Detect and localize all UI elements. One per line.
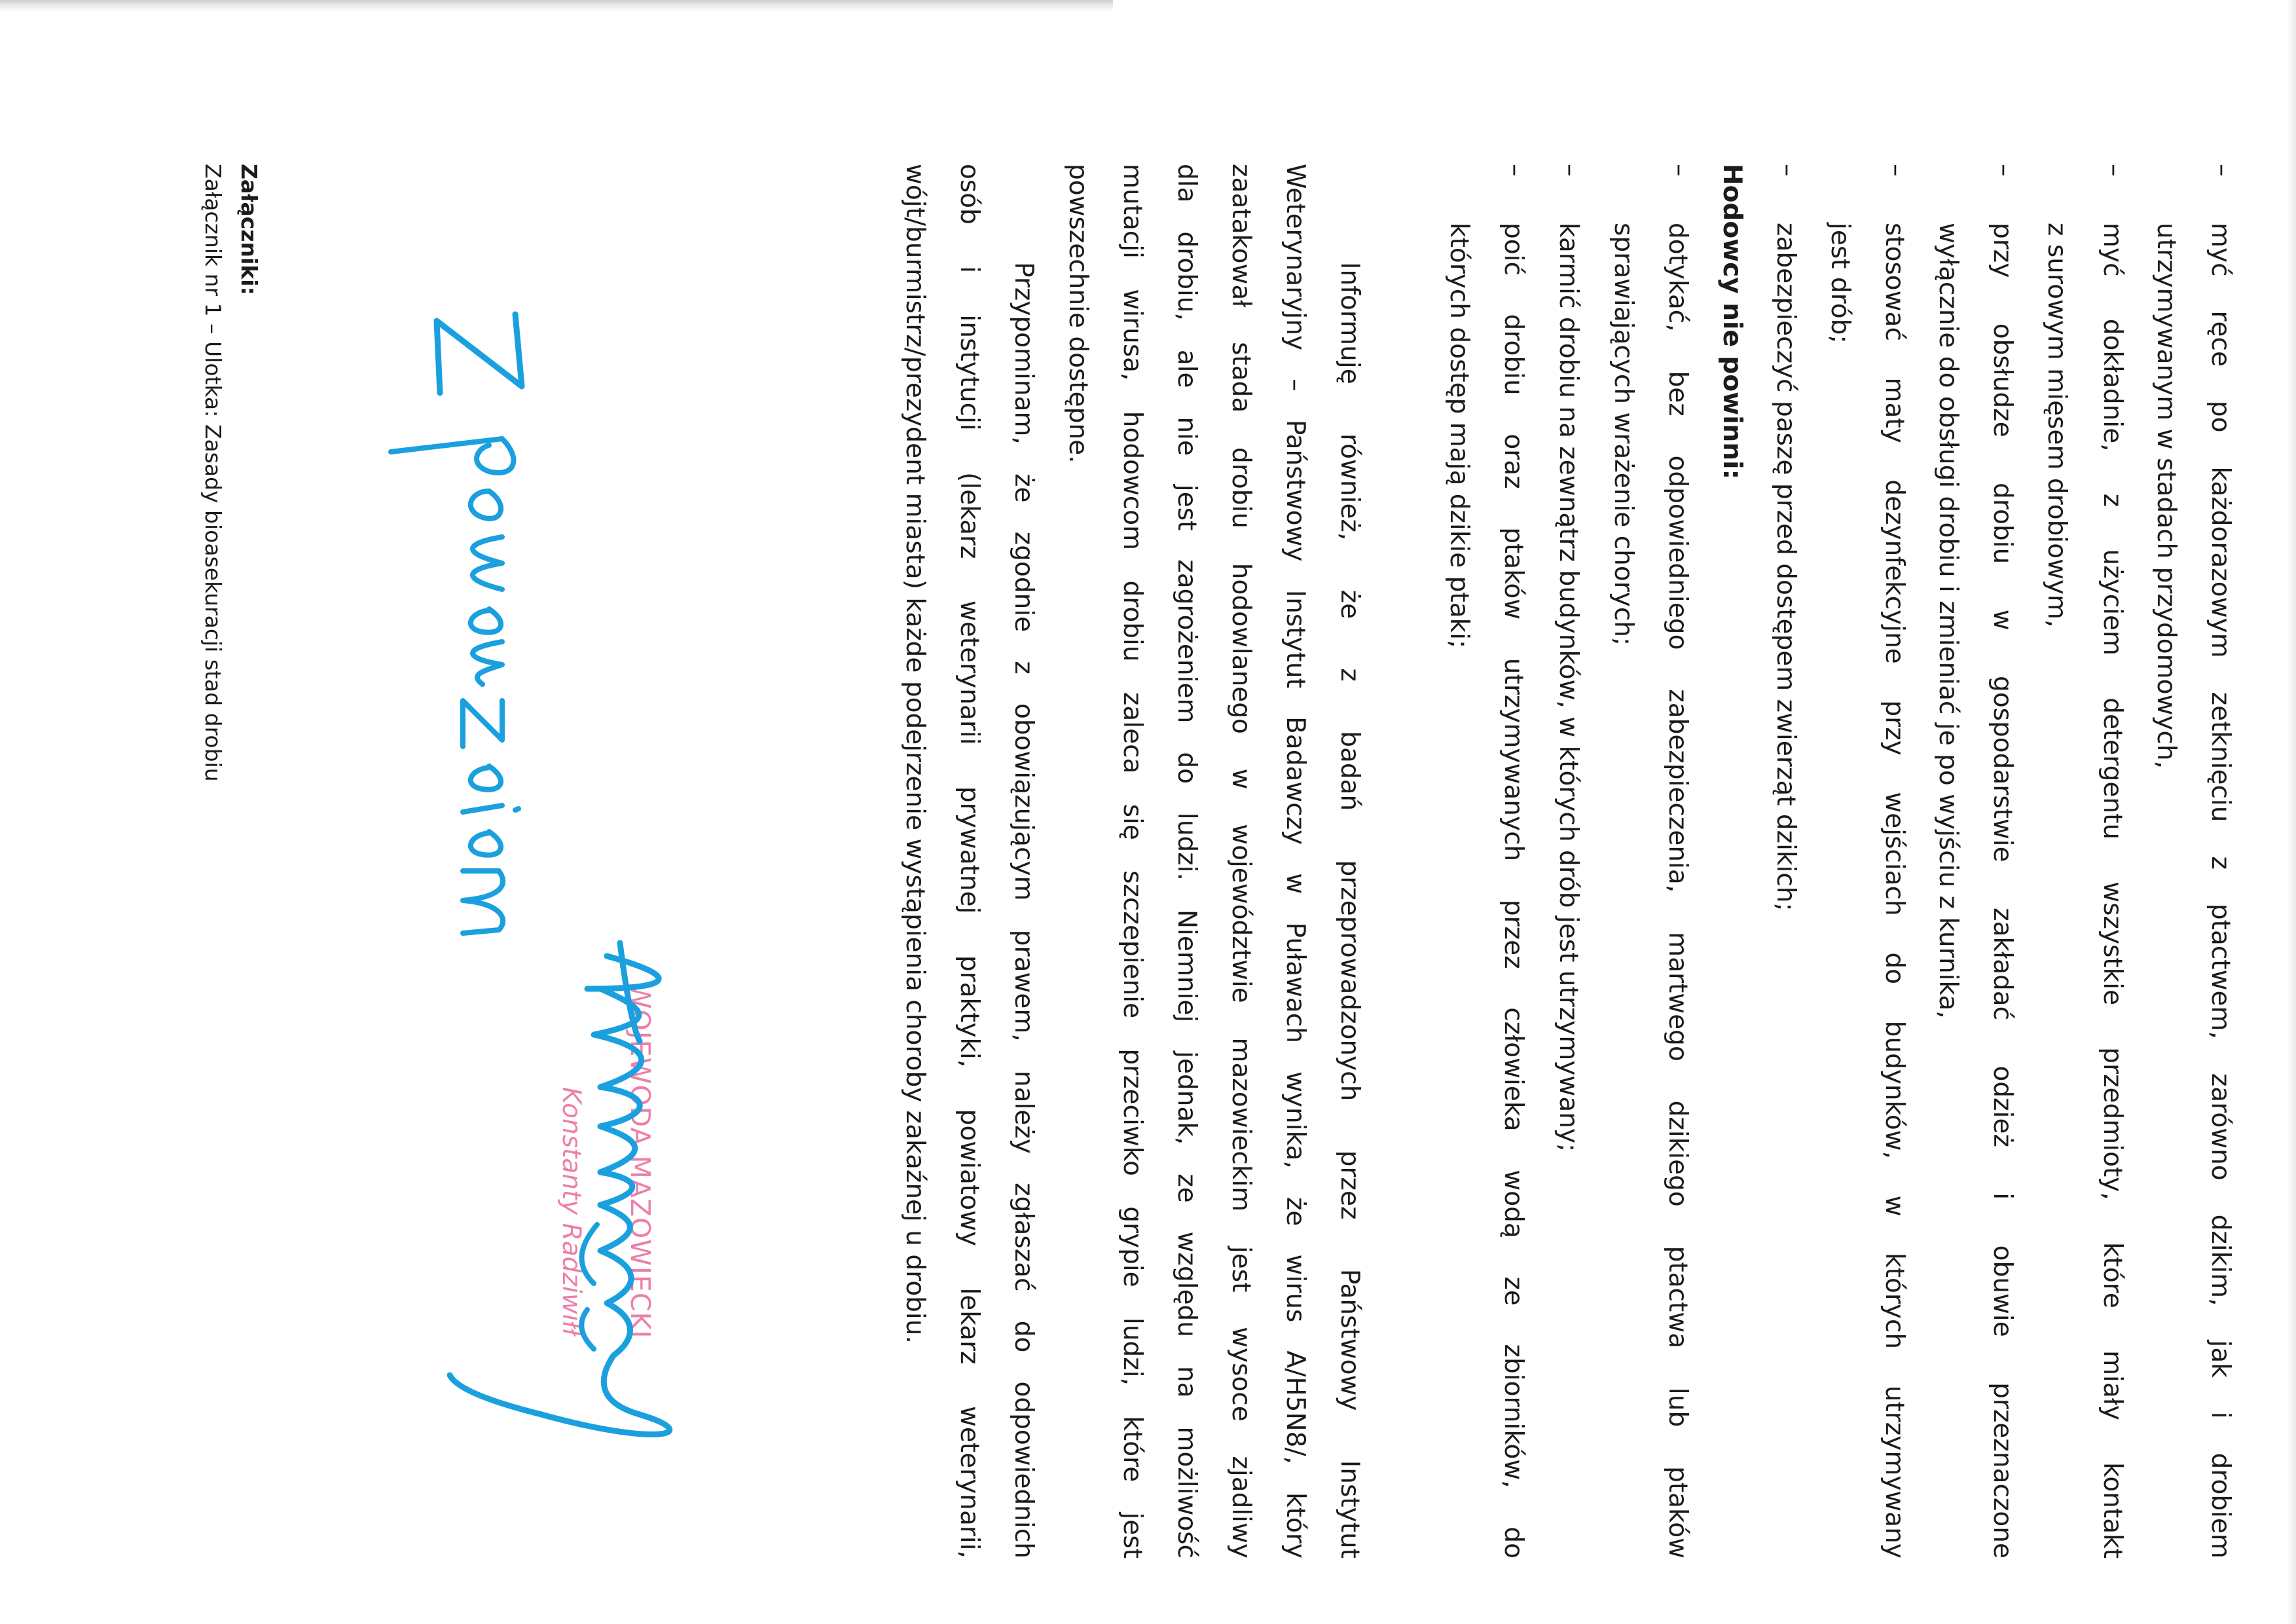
paragraph-line: Informuję również, że z badań przeprowadzonych przez Państwowy Instytut xyxy=(1335,262,1364,1559)
bullet-dash: – xyxy=(1556,164,1585,177)
document-content xyxy=(0,164,2296,1559)
paragraph-line: Przypominam, że zgodnie z obowiązującym prawem, należy zgłaszać do odpowiednich xyxy=(1009,262,1038,1559)
bullet-text: sprawiających wrażenie chorych; xyxy=(1609,223,1638,646)
paragraph-line: dla drobiu, ale nie jest zagrożeniem do ludzi. Niemniej jednak, ze względu na możliwość xyxy=(1172,164,1201,1559)
paragraph-line: osób i instytucji (lekarz weterynarii prywatnej praktyki, powiatowy lekarz weterynarii, xyxy=(955,164,984,1559)
bullet-text: dotykać, bez odpowiedniego zabezpieczenia, martwego dzikiego ptactwa lub ptaków xyxy=(1663,223,1692,1559)
bullet-text: myć dokładnie, z użyciem detergentu wszystkie przedmioty, które miały kontakt xyxy=(2098,223,2127,1559)
bullet-dash: – xyxy=(1501,164,1530,177)
bullet-text: jest drób; xyxy=(1825,223,1855,344)
bullet-text: zabezpieczyć paszę przed dostępem zwierząt dzikich; xyxy=(1771,223,1800,912)
paragraph-line: powszechnie dostępne. xyxy=(1063,164,1093,464)
section-heading: Hodowcy nie powinni: xyxy=(1717,164,1747,480)
bullet-text: stosować maty dezynfekcyjne przy wejściach do budynków, w których utrzymywany xyxy=(1880,223,1909,1559)
bullet-text: utrzymywanym w stadach przydomowych, xyxy=(2151,223,2181,769)
paragraph-line: Weterynaryjny – Państwowy Instytut Badawczy w Puławach wynika, że wirus A/H5N8/, który xyxy=(1281,164,1310,1559)
signature-scribble xyxy=(443,917,757,1473)
z-powazaniem-handwriting xyxy=(365,308,561,995)
bullet-dash: – xyxy=(2100,164,2129,177)
bullet-text: poić drobiu oraz ptaków utrzymywanych przez człowieka wodą ze zbiorników, do xyxy=(1499,223,1528,1559)
paragraph-line: zaatakował stada drobiu hodowlanego w województwie mazowieckim jest wysoce zjadliwy xyxy=(1226,164,1256,1559)
bullet-text: karmić drobiu na zewnątrz budynków, w których drób jest utrzymywany; xyxy=(1554,223,1583,1153)
bullet-dash: – xyxy=(1990,164,2019,177)
bullet-dash: – xyxy=(1882,164,1911,177)
bullet-dash: – xyxy=(2208,164,2237,177)
paragraph-line: wójt/burmistrz/prezydent miasta) każde podejrzenie wystąpienia choroby zakaźnej u drobiu. xyxy=(900,164,930,1344)
stamp-name: Konstanty Radziwiłł xyxy=(556,1087,586,1336)
stamp-title: WOJEWODA MAZOWIECKI xyxy=(625,982,656,1339)
bullet-text: których dostęp mają dzikie ptaki; xyxy=(1444,223,1474,649)
paragraph-line: mutacji wirusa, hodowcom drobiu zaleca się szczepienie przeciwko grypie ludzi, które jest xyxy=(1118,164,1147,1559)
bullet-text: wyłącznie do obsługi drobiu i zmieniać je po wyjściu z kurnika, xyxy=(1933,223,1963,1019)
bullet-text: myć ręce po każdorazowym zetknięciu z ptactwem, zarówno dzikim, jak i drobiem xyxy=(2206,223,2235,1559)
attachments-heading: Załączniki: xyxy=(236,164,262,295)
attachment-item: Załącznik nr 1 – Ulotka: Zasady bioasekuracji stad drobiu xyxy=(200,164,226,782)
bullet-text: przy obsłudze drobiu w gospodarstwie zakładać odzież i obuwie przeznaczone xyxy=(1988,223,2017,1559)
bullet-text: z surowym mięsem drobiowym, xyxy=(2042,223,2071,628)
bullet-dash: – xyxy=(1665,164,1694,177)
bullet-dash: – xyxy=(1773,164,1802,177)
